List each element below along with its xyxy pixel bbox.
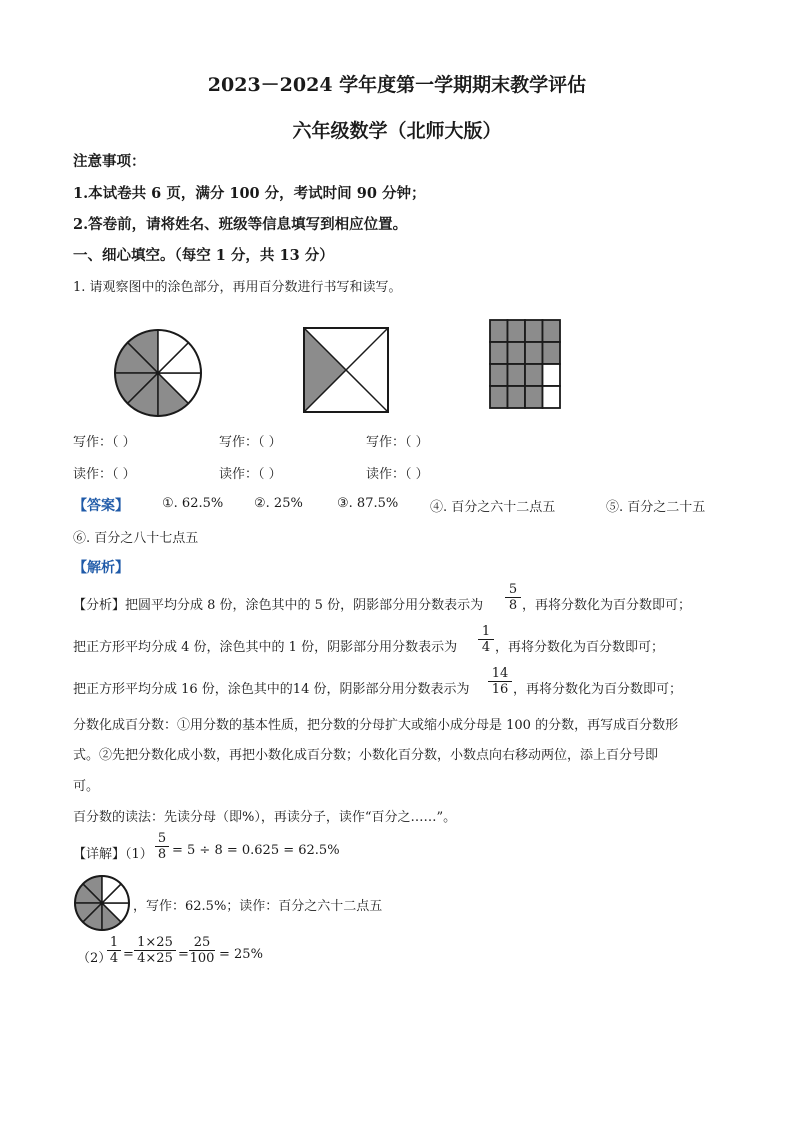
write-label-1: 写作：（ ） [73,435,136,450]
equals-sign: = [178,947,189,962]
grid-sixteenths-figure [488,318,562,410]
fraction-denominator: 4 [109,951,119,966]
notes-heading: 注意事项： [73,153,146,170]
fraction-1-4-detail [107,935,121,966]
fraction-numerator: 5 [155,831,169,847]
detail-step-1-prefix: （1） [125,847,153,862]
fenxi-tag: 【分析】 [73,598,126,613]
detail-step-2-equation: = 25% [219,947,263,962]
square-quarters-figure [302,326,390,414]
question-1-prompt: 1. 请观察图中的涂色部分，再用百分数进行书写和读写。 [73,280,402,295]
fraction-denominator: 4 [481,640,491,655]
fraction-1-4 [478,624,494,655]
shaded-cell [525,364,543,386]
shaded-cell [508,364,526,386]
write-label-2: 写作：（ ） [219,435,282,450]
small-circle-figure [73,874,131,932]
fraction-14-16 [488,666,512,697]
notes-item-1: 1.本试卷共 6 页，满分 100 分，考试时间 90 分钟； [73,185,426,202]
read-label-1: 读作：（ ） [73,467,136,482]
fraction-numerator: 1 [478,624,494,640]
answer-3: ③. 87.5% [337,496,399,511]
detail-step-1 [73,843,153,862]
detail-step-1-equation: = 5 ÷ 8 = 0.625 = 62.5% [172,843,340,858]
section-heading: 一、细心填空。（每空 1 分，共 13 分） [73,247,334,264]
answer-6: ⑥. 百分之八十七点五 [73,531,199,546]
analysis-line-3: 把正方形平均分成 16 份，涂色其中的14 份，阴影部分用分数表示为 [73,682,470,697]
shaded-cell [508,342,526,364]
fraction-numerator: 14 [488,666,512,682]
fraction-denominator: 100 [189,951,215,966]
analysis-line-1-text: 把圆平均分成 8 份，涂色其中的 5 份，阴影部分用分数表示为 [125,598,484,613]
fraction-denominator: 16 [491,682,509,697]
answer-1: ①. 62.5% [162,496,224,511]
exam-title: 2023－2024 学年度第一学期期末教学评估 [207,74,587,96]
shaded-cell [543,342,561,364]
analysis-line-1 [73,594,483,613]
analysis-tag: 【解析】 [73,560,129,576]
analysis-line-2: 把正方形平均分成 4 份，涂色其中的 1 份，阴影部分用分数表示为 [73,640,458,655]
shaded-cell [508,386,526,408]
shaded-cell [490,386,508,408]
detail-step-2-prefix: （2） [77,951,112,966]
fraction-numerator: 5 [505,582,521,598]
shaded-cell [490,342,508,364]
shaded-cell [490,364,508,386]
analysis-paragraph-2: 式。②先把分数化成小数，再把小数化成百分数；小数化百分数，小数点向右移动两位，添上百分号即 [73,748,659,763]
fraction-denominator: 8 [508,598,518,613]
detail-step-1-result: ，写作：62.5%；读作：百分之六十二点五 [133,899,383,914]
shaded-cell [490,320,508,342]
notes-item-2: 2.答卷前，请将姓名、班级等信息填写到相应位置。 [73,216,408,233]
answer-4: ④. 百分之六十二点五 [430,500,556,515]
fraction-25x-detail [134,935,176,966]
detail-tag: 【详解】 [73,847,126,862]
fraction-denominator: 8 [157,847,167,862]
fraction-denominator: 4×25 [137,951,173,966]
analysis-paragraph-1: 分数化成百分数：①用分数的基本性质，把分数的分母扩大或缩小成分母是 100 的分数，再写成百分数形 [73,718,679,733]
fraction-25-100-detail [189,935,215,966]
answer-5: ⑤. 百分之二十五 [606,500,706,515]
exam-subtitle: 六年级数学（北师大版） [292,120,502,142]
shaded-cell [525,386,543,408]
read-label-3: 读作：（ ） [366,467,429,482]
analysis-paragraph-4: 百分数的读法：先读分母（即%），再读分子，读作“百分之……”。 [73,810,457,825]
shaded-cell [525,342,543,364]
circle-eighths-figure [113,328,203,418]
shaded-cell [508,320,526,342]
fraction-5-8 [505,582,521,613]
square-shaded-triangle [304,328,346,412]
blank-cell [543,364,561,386]
analysis-line-1-tail: ，再将分数化为百分数即可； [522,598,692,613]
fraction-numerator: 25 [189,935,215,951]
answer-tag: 【答案】 [73,498,129,514]
answer-2: ②. 25% [254,496,303,511]
read-label-2: 读作：（ ） [219,467,282,482]
analysis-line-2-tail: ，再将分数化为百分数即可； [495,640,665,655]
equals-sign: = [123,947,134,962]
fraction-numerator: 1 [107,935,121,951]
write-label-3: 写作：（ ） [366,435,429,450]
fraction-5-8-detail [155,831,169,862]
shaded-cell [543,320,561,342]
shaded-cell [525,320,543,342]
fraction-numerator: 1×25 [134,935,176,951]
blank-cell [543,386,561,408]
analysis-paragraph-3: 可。 [73,779,100,794]
analysis-line-3-tail: ，再将分数化为百分数即可； [513,682,683,697]
